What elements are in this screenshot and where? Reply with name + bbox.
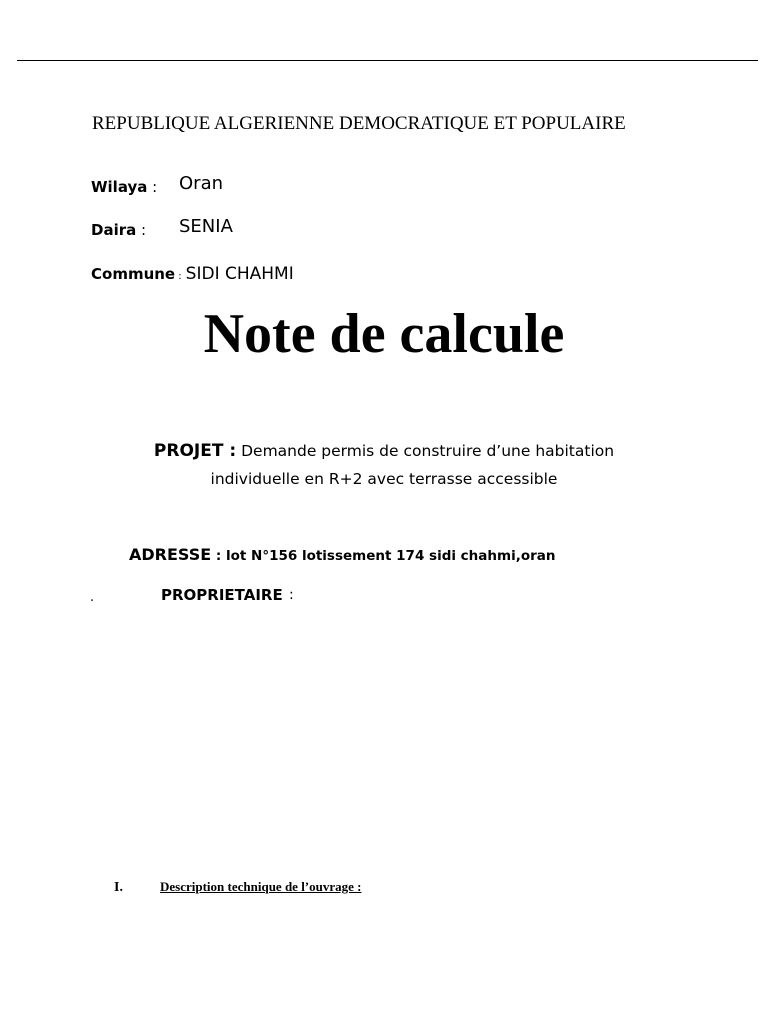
commune-label: Commune	[91, 265, 176, 283]
top-horizontal-rule	[17, 60, 758, 61]
proprietaire-bullet: .	[90, 590, 95, 605]
daira-value: SENIA	[179, 216, 233, 237]
republic-heading: REPUBLIQUE ALGERIENNE DEMOCRATIQUE ET POPULAIRE	[92, 113, 626, 134]
wilaya-label: Wilaya	[91, 178, 148, 196]
wilaya-value: Oran	[179, 173, 224, 194]
commune-row	[91, 264, 294, 284]
daira-label: Daira	[91, 221, 137, 239]
section-title: Description technique de l’ouvrage :	[160, 879, 362, 894]
section-number: I.	[114, 880, 123, 895]
proprietaire-label: PROPRIETAIRE	[161, 586, 283, 604]
adresse-label: ADRESSE	[129, 545, 212, 564]
section-heading	[114, 878, 362, 896]
proprietaire-separator: :	[289, 587, 294, 603]
commune-value: SIDI CHAHMI	[185, 264, 294, 284]
daira-row	[91, 216, 233, 239]
adresse-value: : lot N°156 lotissement 174 sidi chahmi,oran	[211, 548, 556, 564]
proprietaire-row	[90, 586, 294, 605]
projet-label: PROJET :	[153, 441, 237, 461]
document-title: Note de calcule	[203, 303, 565, 365]
wilaya-separator: :	[147, 178, 158, 196]
wilaya-row	[91, 173, 224, 196]
commune-separator: :	[175, 271, 182, 282]
daira-separator: :	[136, 221, 147, 239]
adresse-row	[129, 545, 556, 564]
projet-block	[120, 437, 648, 493]
projet-description-line2: individuelle en R+2 avec terrasse accessible	[210, 470, 558, 488]
projet-description-line1: Demande permis de construire d’une habitation	[241, 442, 615, 460]
